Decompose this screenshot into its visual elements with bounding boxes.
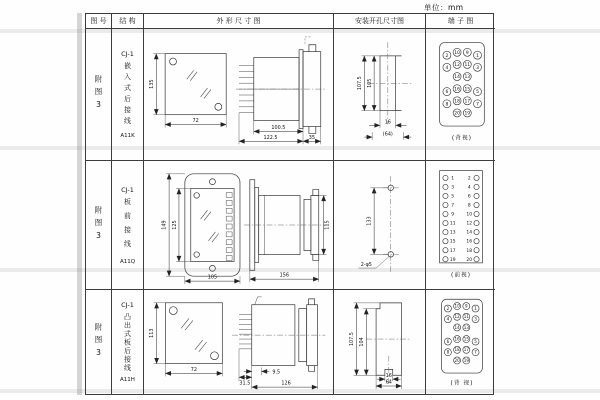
dim-depth-total: 126 [280, 380, 291, 387]
dim-front-inner-height: 125 [171, 219, 178, 230]
dim-hole-spacing: 133 [366, 215, 373, 226]
structure-mount: 凸出式板后接线 [123, 312, 132, 373]
terminal-pairs [443, 175, 479, 263]
terminal-number: 4 [446, 316, 450, 322]
terminal-number: 14 [454, 74, 460, 80]
row2-outline-cell [144, 161, 334, 290]
terminal-number: 8 [446, 349, 450, 355]
terminal-number: 2 [467, 176, 471, 182]
dim-side-height: 115 [324, 219, 331, 230]
terminal-circle [443, 256, 448, 261]
terminal-number: 20 [466, 257, 473, 263]
terminal-circle [474, 184, 479, 189]
dim-front-width: 72 [190, 366, 197, 373]
terminal-number: 5 [476, 89, 479, 95]
terminal-number: 20 [454, 357, 460, 363]
terminal-number: 19 [449, 257, 456, 263]
terminal-circle [443, 238, 448, 243]
terminal-number: 2 [445, 53, 449, 59]
dim-front-width: 105 [207, 274, 217, 281]
outline-drawing-a11q [145, 162, 333, 289]
dim-outer-height: 107.5 [348, 332, 355, 347]
terminal-diagram-rear [427, 30, 494, 160]
terminal-number: 8 [467, 203, 471, 209]
terminal-number: 4 [445, 65, 449, 71]
terminal-number: 11 [464, 62, 471, 68]
terminal-caption: (背视) [451, 135, 472, 142]
outline-drawing-a11k [145, 30, 333, 160]
row3-install-cell [334, 290, 426, 394]
terminal-circle [443, 184, 448, 189]
structure-model: A11H [120, 377, 135, 384]
terminal-number: 11 [449, 221, 456, 227]
terminal-caption: (背 视) [450, 380, 474, 387]
terminal-number: 15 [449, 239, 456, 245]
terminal-number: 12 [454, 314, 460, 320]
terminal-number: 17 [449, 248, 456, 254]
unit-label: 单位：mm [424, 3, 464, 12]
structure-series: CJ-1 [121, 300, 134, 309]
structure-series: CJ-1 [121, 50, 134, 58]
terminal-number: 2 [446, 305, 450, 311]
dim-cutout-inner-height: 105 [366, 78, 373, 88]
terminal-number: 12 [466, 221, 473, 227]
terminal-circle [474, 202, 479, 207]
terminal-circle [474, 238, 479, 243]
terminal-number: 7 [451, 203, 455, 209]
terminal-number: 9 [465, 303, 468, 309]
terminal-number: 13 [449, 230, 456, 236]
row3-figure-cell [86, 290, 112, 394]
header-install-dims: 安装开孔尺寸图 [334, 14, 426, 29]
dim-front-height: 113 [148, 328, 155, 338]
header-figure-no: 图 号 [86, 14, 112, 29]
terminal-number: 19 [463, 357, 469, 363]
terminal-number: 1 [474, 305, 477, 311]
dim-front-height: 149 [161, 219, 168, 230]
terminal-number: 18 [454, 347, 460, 353]
figure-no: 附图3 [94, 322, 103, 362]
structure-mount: 板前接线 [123, 197, 132, 254]
dim-depth-total: 122.5 [262, 134, 278, 141]
terminal-number: 16 [466, 239, 473, 245]
terminal-number: 18 [454, 98, 460, 104]
dim-depth-total: 156 [279, 272, 289, 279]
dim-front-width: 72 [192, 117, 199, 124]
install-drawing-a11q [335, 162, 425, 289]
terminal-number: 16 [454, 86, 460, 92]
terminal-circle [443, 202, 448, 207]
terminal-number: 20 [454, 111, 460, 117]
dim-overall-width: (64) [382, 131, 393, 138]
terminal-number: 9 [465, 50, 469, 56]
terminal-circle [474, 220, 479, 225]
terminal-circle [443, 193, 448, 198]
install-drawing-a11k [335, 30, 425, 160]
terminal-number: 4 [467, 185, 471, 191]
dim-slot-width: 16 [385, 373, 392, 380]
terminal-circle [443, 229, 448, 234]
terminal-number: 14 [454, 324, 460, 330]
outline-drawing-a11h [145, 291, 333, 393]
terminal-number: 12 [454, 62, 460, 68]
terminal-number: 1 [476, 53, 479, 59]
terminal-number: 14 [466, 230, 473, 236]
structure-series: CJ-1 [121, 185, 134, 194]
terminal-number: 5 [451, 194, 455, 200]
terminal-number: 16 [454, 336, 460, 342]
terminal-number: 10 [466, 212, 473, 218]
terminal-circle [443, 175, 448, 180]
terminal-number: 13 [464, 74, 471, 80]
terminal-diagram-front [427, 162, 494, 289]
row2-figure-cell [86, 161, 112, 290]
terminal-circle [443, 247, 448, 252]
install-drawing-a11h [335, 291, 425, 393]
row3-structure-cell [112, 290, 144, 394]
dim-slot-width: 16 [384, 118, 391, 125]
terminal-circle [474, 193, 479, 198]
dim-pin-depth: 31.5 [238, 380, 250, 387]
terminal-number: 15 [463, 336, 469, 342]
dim-front-height: 135 [148, 78, 155, 89]
terminal-number: 7 [474, 349, 477, 355]
terminal-circle [474, 229, 479, 234]
row1-install-cell [334, 29, 426, 161]
terminal-number: 1 [451, 176, 455, 182]
row1-terminal-cell [426, 29, 495, 161]
structure-model: A11Q [119, 258, 136, 265]
figure-no: 附图3 [94, 205, 103, 245]
terminal-number: 11 [463, 314, 469, 320]
scan-shadow-left [77, 13, 82, 395]
row2-structure-cell [112, 161, 144, 290]
dim-overall-width: 64 [385, 379, 392, 386]
terminal-number: 3 [474, 316, 477, 322]
terminal-number: 13 [463, 324, 469, 330]
spec-table [85, 13, 494, 395]
row2-install-cell [334, 161, 426, 290]
row1-outline-cell [144, 29, 334, 161]
terminal-circle [443, 211, 448, 216]
terminal-diagram-rear [427, 291, 494, 393]
row1-structure-cell [112, 29, 144, 161]
terminal-number: 7 [476, 101, 479, 107]
header-terminal: 端 子 图 [426, 14, 495, 29]
terminal-grid [444, 303, 479, 364]
terminal-number: 9 [451, 212, 455, 218]
terminal-number: 10 [454, 50, 460, 56]
structure-model: A11K [120, 133, 135, 139]
dim-flange: 35 [308, 134, 315, 141]
terminal-circle [474, 175, 479, 180]
figure-no: 附图3 [94, 75, 103, 114]
terminal-number: 6 [446, 338, 450, 344]
header-outline-dims: 外 形 尺 寸 图 [144, 14, 334, 29]
dim-depth-body: 100.5 [270, 124, 285, 131]
row3-terminal-cell [426, 290, 495, 394]
terminal-number: 3 [451, 185, 455, 191]
terminal-caption: (前视) [450, 271, 472, 278]
row1-figure-cell [86, 29, 112, 161]
dim-hole-label: 2-φ5 [360, 261, 372, 268]
terminal-number: 17 [463, 347, 469, 353]
terminal-circle [443, 220, 448, 225]
row2-terminal-cell [426, 161, 495, 290]
dim-inner-height: 104 [358, 337, 365, 347]
terminal-number: 19 [464, 111, 471, 117]
structure-mount: 嵌入式后接线 [123, 62, 132, 128]
dim-gap: 9.5 [271, 369, 280, 376]
terminal-circle [474, 256, 479, 261]
terminal-circle [474, 211, 479, 216]
terminal-number: 10 [454, 303, 460, 309]
terminal-circle [474, 247, 479, 252]
row3-outline-cell [144, 290, 334, 394]
terminal-grid [443, 48, 482, 117]
terminal-number: 5 [474, 338, 477, 344]
dim-cutout-outer-height: 107.5 [356, 75, 363, 90]
header-structure: 结 构 [112, 14, 144, 29]
terminal-number: 17 [464, 98, 471, 104]
terminal-number: 3 [476, 65, 479, 71]
terminal-number: 6 [467, 194, 471, 200]
terminal-number: 18 [466, 248, 473, 254]
terminal-number: 15 [464, 86, 471, 92]
terminal-number: 6 [445, 89, 449, 95]
terminal-number: 8 [445, 101, 449, 107]
